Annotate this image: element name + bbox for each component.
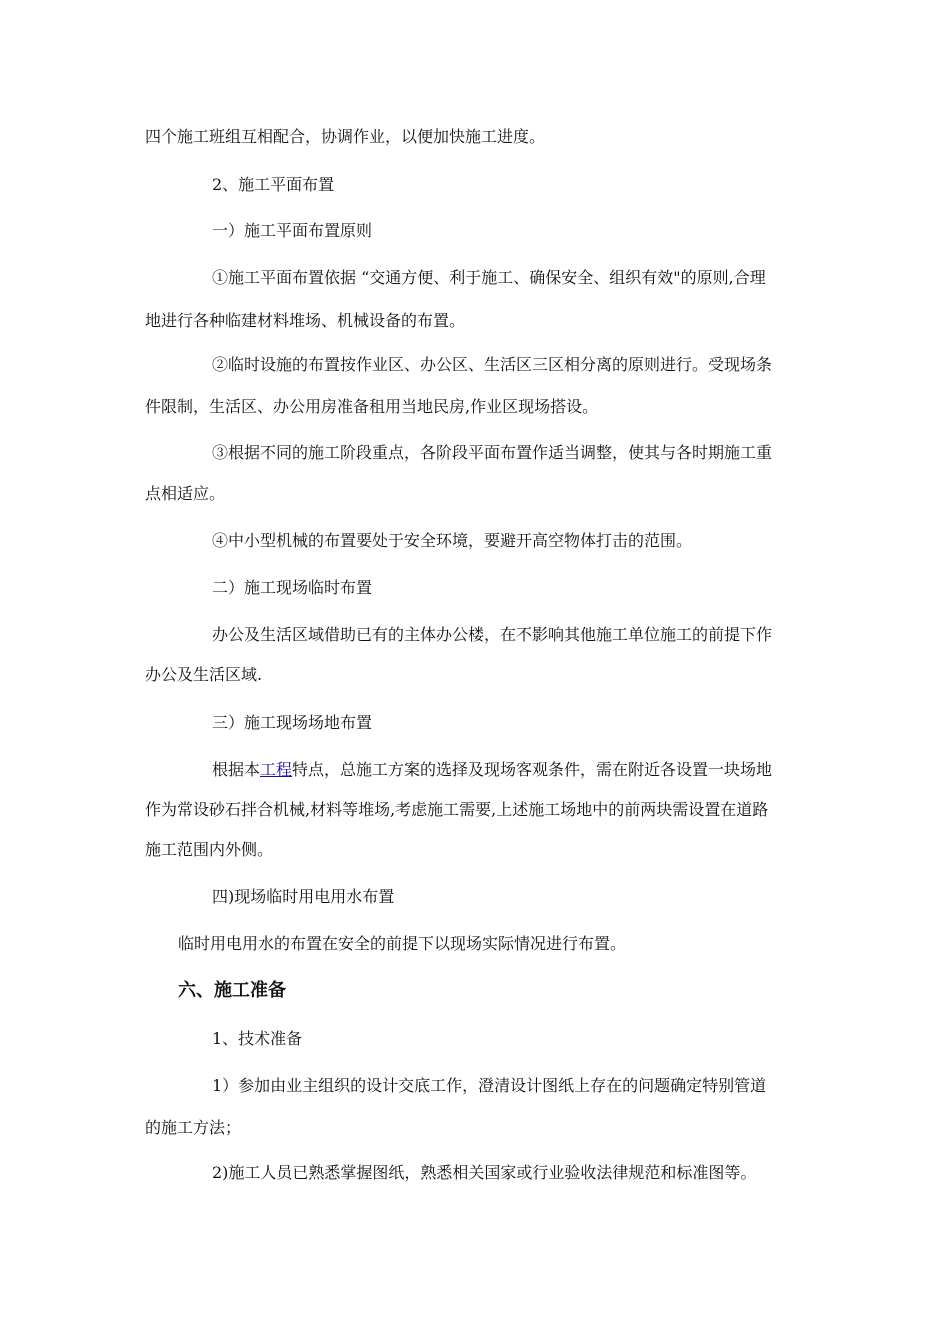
engineering-link[interactable]: 工程 — [260, 760, 293, 779]
paragraph-line: 2)施工人员已熟悉掌握图纸，熟悉相关国家或行业验收法律规范和标准图等。 — [212, 1163, 757, 1182]
paragraph-line: 四个施工班组互相配合，协调作业，以便加快施工进度。 — [145, 127, 546, 146]
paragraph-line: 作为常设砂石拌合机械,材料等堆场,考虑施工需要,上述施工场地中的前两块需设置在道路 — [145, 800, 769, 819]
paragraph-line: 的施工方法； — [145, 1118, 242, 1137]
section-heading: 六、施工准备 — [178, 980, 286, 1001]
section-subtitle: 1、技术准备 — [212, 1029, 303, 1048]
paragraph-line: 件限制，生活区、办公用房准备租用当地民房,作业区现场搭设。 — [145, 397, 599, 416]
paragraph-text: 根据本 — [212, 760, 261, 779]
paragraph-line: ④中小型机械的布置要处于安全环境，要避开高空物体打击的范围。 — [212, 531, 693, 550]
paragraph-text: 特点，总施工方案的选择及现场客观条件，需在附近各设置一块场地 — [292, 760, 773, 779]
paragraph-line: 施工范围内外侧。 — [145, 840, 274, 859]
section-subtitle: 一）施工平面布置原则 — [212, 221, 373, 240]
section-subtitle: 二）施工现场临时布置 — [212, 578, 373, 597]
paragraph-line: 临时用电用水的布置在安全的前提下以现场实际情况进行布置。 — [178, 934, 627, 953]
paragraph-line: ①施工平面布置依据 “交通方便、利于施工、确保安全、组织有效"的原则,合理 — [212, 268, 766, 287]
section-subtitle: 2、施工平面布置 — [212, 175, 335, 194]
paragraph-line: ③根据不同的施工阶段重点，各阶段平面布置作适当调整，使其与各时期施工重 — [212, 443, 773, 462]
paragraph-line: 地进行各种临建材料堆场、机械设备的布置。 — [145, 311, 466, 330]
paragraph-line: ②临时设施的布置按作业区、办公区、生活区三区相分离的原则进行。受现场条 — [212, 355, 773, 374]
paragraph-line: 1）参加由业主组织的设计交底工作，澄清设计图纸上存在的问题确定特别管道 — [212, 1076, 767, 1095]
paragraph-line — [212, 760, 772, 780]
section-subtitle: 四)现场临时用电用水布置 — [212, 887, 395, 906]
paragraph-line: 点相适应。 — [145, 484, 226, 503]
paragraph-line: 办公及生活区域. — [145, 665, 263, 684]
paragraph-line: 办公及生活区域借助已有的主体办公楼，在不影响其他施工单位施工的前提下作 — [212, 625, 773, 644]
section-subtitle: 三）施工现场场地布置 — [212, 713, 373, 732]
